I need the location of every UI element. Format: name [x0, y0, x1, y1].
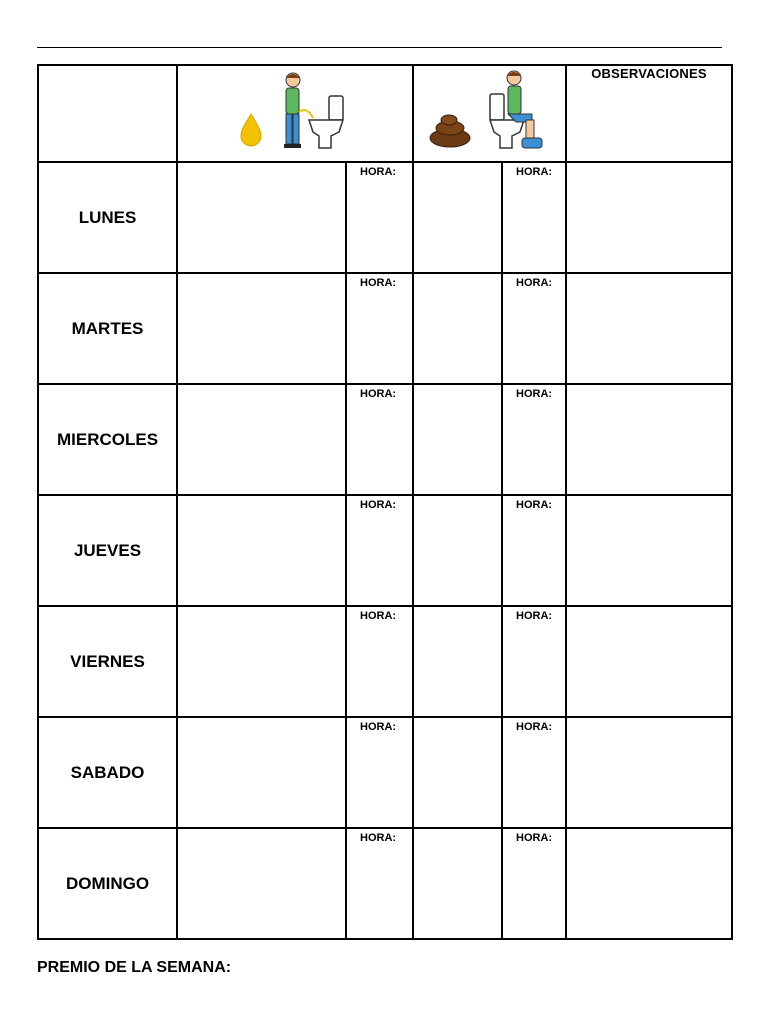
poop-hour-cell[interactable]	[502, 273, 566, 384]
poop-check-cell[interactable]	[413, 717, 502, 828]
pee-pictogram-icon	[235, 66, 355, 152]
header-corner-cell	[38, 65, 177, 162]
poop-header-cell	[413, 65, 566, 162]
poop-check-cell[interactable]	[413, 384, 502, 495]
name-line[interactable]	[37, 47, 722, 48]
poop-pictogram-icon	[428, 66, 552, 152]
poop-hour-label: HORA:	[516, 388, 553, 400]
observations-cell[interactable]	[566, 384, 732, 495]
poop-check-cell[interactable]	[413, 606, 502, 717]
poop-hour-cell[interactable]	[502, 606, 566, 717]
poop-hour-label: HORA:	[516, 832, 553, 844]
observations-cell[interactable]	[566, 828, 732, 939]
day-label: MIERCOLES	[38, 384, 177, 495]
pee-check-cell[interactable]	[177, 273, 346, 384]
poop-check-cell[interactable]	[413, 495, 502, 606]
day-row	[38, 828, 732, 939]
poop-hour-cell[interactable]	[502, 495, 566, 606]
pee-hour-label: HORA:	[360, 388, 397, 400]
poop-hour-label: HORA:	[516, 277, 553, 289]
pee-hour-cell[interactable]	[346, 273, 413, 384]
pee-hour-cell[interactable]	[346, 717, 413, 828]
poop-check-cell[interactable]	[413, 162, 502, 273]
poop-hour-cell[interactable]	[502, 717, 566, 828]
pee-hour-label: HORA:	[360, 721, 397, 733]
poop-hour-label: HORA:	[516, 499, 553, 511]
day-row	[38, 384, 732, 495]
observations-cell[interactable]	[566, 495, 732, 606]
pee-hour-cell[interactable]	[346, 495, 413, 606]
day-label: DOMINGO	[38, 828, 177, 939]
pee-hour-cell[interactable]	[346, 828, 413, 939]
day-row	[38, 273, 732, 384]
observations-cell[interactable]	[566, 606, 732, 717]
poop-hour-label: HORA:	[516, 166, 553, 178]
day-label: VIERNES	[38, 606, 177, 717]
pee-check-cell[interactable]	[177, 162, 346, 273]
pee-check-cell[interactable]	[177, 606, 346, 717]
poop-check-cell[interactable]	[413, 273, 502, 384]
observations-header: OBSERVACIONES	[566, 65, 732, 162]
pee-hour-label: HORA:	[360, 832, 397, 844]
pee-hour-label: HORA:	[360, 166, 397, 178]
poop-hour-cell[interactable]	[502, 384, 566, 495]
pee-hour-cell[interactable]	[346, 606, 413, 717]
day-row	[38, 717, 732, 828]
observations-cell[interactable]	[566, 273, 732, 384]
pee-hour-cell[interactable]	[346, 162, 413, 273]
yellow-drop-icon	[241, 114, 261, 146]
observations-cell[interactable]	[566, 162, 732, 273]
poop-hour-cell[interactable]	[502, 162, 566, 273]
poop-check-cell[interactable]	[413, 828, 502, 939]
day-label: LUNES	[38, 162, 177, 273]
day-label: JUEVES	[38, 495, 177, 606]
header-row	[38, 65, 732, 162]
pee-check-cell[interactable]	[177, 717, 346, 828]
pee-hour-label: HORA:	[360, 610, 397, 622]
pee-check-cell[interactable]	[177, 828, 346, 939]
weekly-prize-label: PREMIO DE LA SEMANA:	[37, 959, 232, 976]
pee-hour-label: HORA:	[360, 499, 397, 511]
pee-hour-label: HORA:	[360, 277, 397, 289]
poop-hour-label: HORA:	[516, 721, 553, 733]
poop-hour-label: HORA:	[516, 610, 553, 622]
day-row	[38, 162, 732, 273]
day-label: SABADO	[38, 717, 177, 828]
pee-header-cell	[177, 65, 413, 162]
day-row	[38, 606, 732, 717]
day-label: MARTES	[38, 273, 177, 384]
day-row	[38, 495, 732, 606]
pee-check-cell[interactable]	[177, 384, 346, 495]
potty-training-chart	[37, 64, 733, 940]
poop-hour-cell[interactable]	[502, 828, 566, 939]
poop-icon	[430, 115, 470, 147]
pee-hour-cell[interactable]	[346, 384, 413, 495]
pee-check-cell[interactable]	[177, 495, 346, 606]
observations-cell[interactable]	[566, 717, 732, 828]
